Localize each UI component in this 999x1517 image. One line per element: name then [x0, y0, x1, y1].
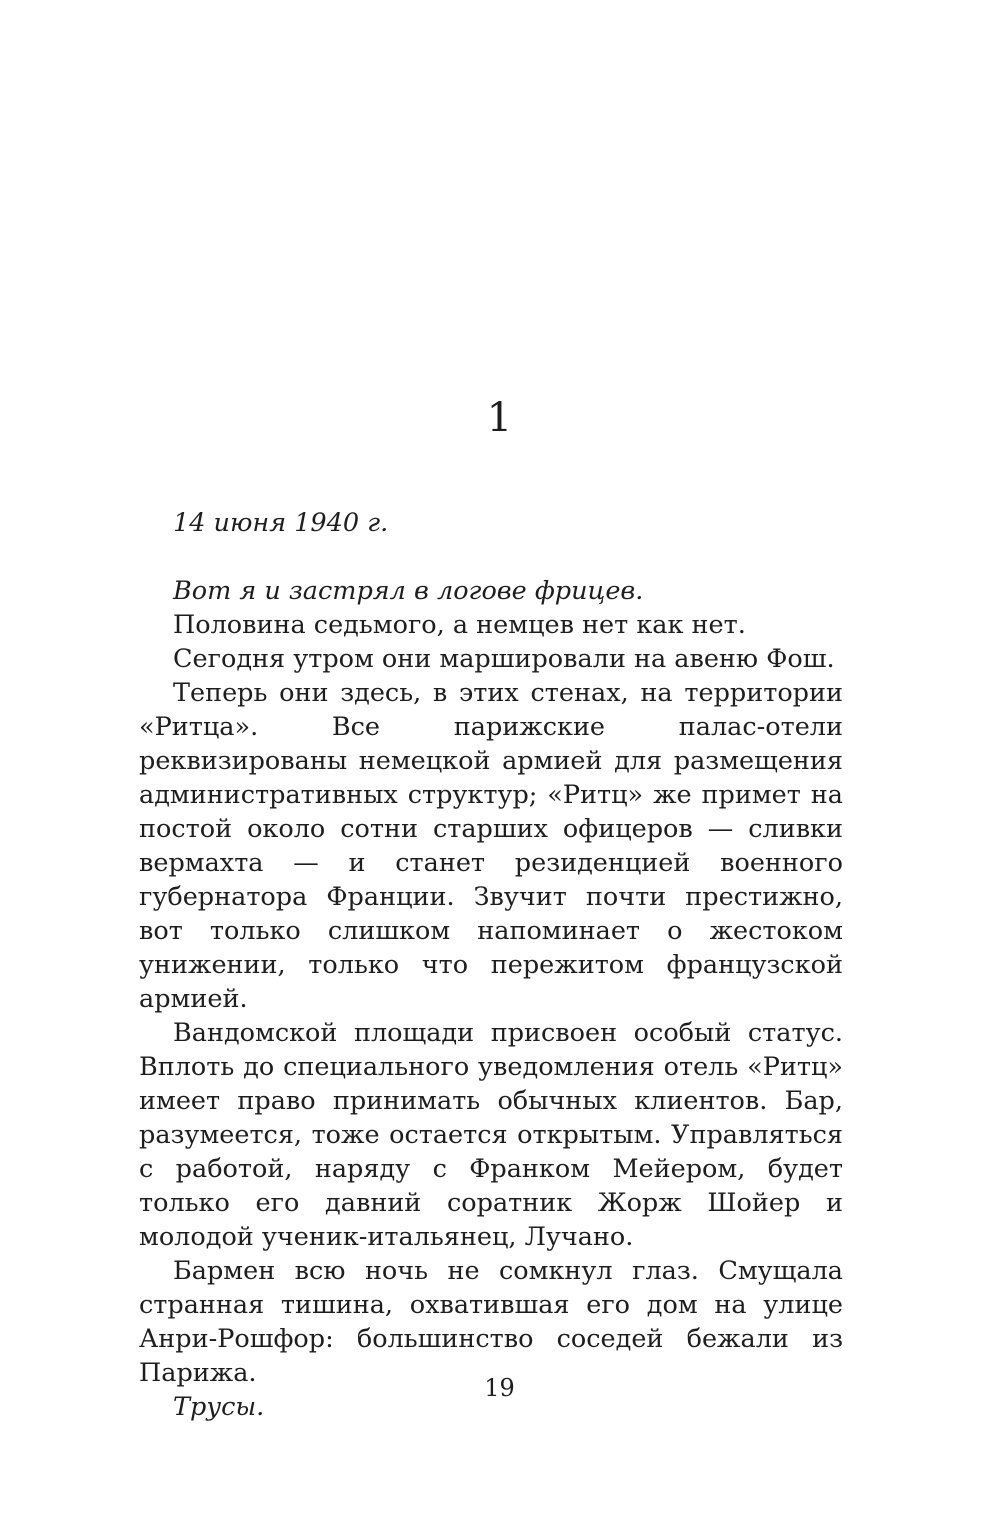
- diary-date: 14 июня 1940 г.: [173, 508, 389, 538]
- paragraph: Сегодня утром они маршировали на авеню Фош.: [173, 644, 835, 674]
- paragraph: Половина седьмого, а немцев нет как нет.: [173, 610, 746, 640]
- paragraph: Бармен всю ночь не сомкнул глаз. Смущала странная тишина, охватившая его дом на улице Анри-Рошфор: большинство соседей бежали из Парижа.: [139, 1256, 843, 1388]
- chapter-number: 1: [486, 395, 513, 441]
- paragraph: Теперь они здесь, в этих стенах, на территории «Ритца». Все парижские палас-отели реквизированы немецкой армией для размещения административных структур; «Ритц» же примет на постой около сотни старших офицеров — сливки вермахта — и станет резиденцией военного губернатора Франции. Звучит почти престижно, вот только слишком напоминает о жестоком унижении, только что пережитом французской армией.: [139, 678, 843, 1014]
- page-number: 19: [484, 1374, 515, 1402]
- paragraph: Вандомской площади присвоен особый статус. Вплоть до специального уведомления отель «Ритц» имеет право принимать обычных клиентов. Бар, разумеется, тоже остается открытым. Управляться с работой, наряду с Франком Мейером, будет только его давний соратник Жорж Шойер и молодой ученик-итальянец, Лучано.: [139, 1018, 843, 1252]
- body-text: [139, 506, 843, 1424]
- paragraph-thought: Вот я и застрял в логове фрицев.: [173, 576, 644, 606]
- paragraph-thought: Трусы.: [173, 1392, 265, 1422]
